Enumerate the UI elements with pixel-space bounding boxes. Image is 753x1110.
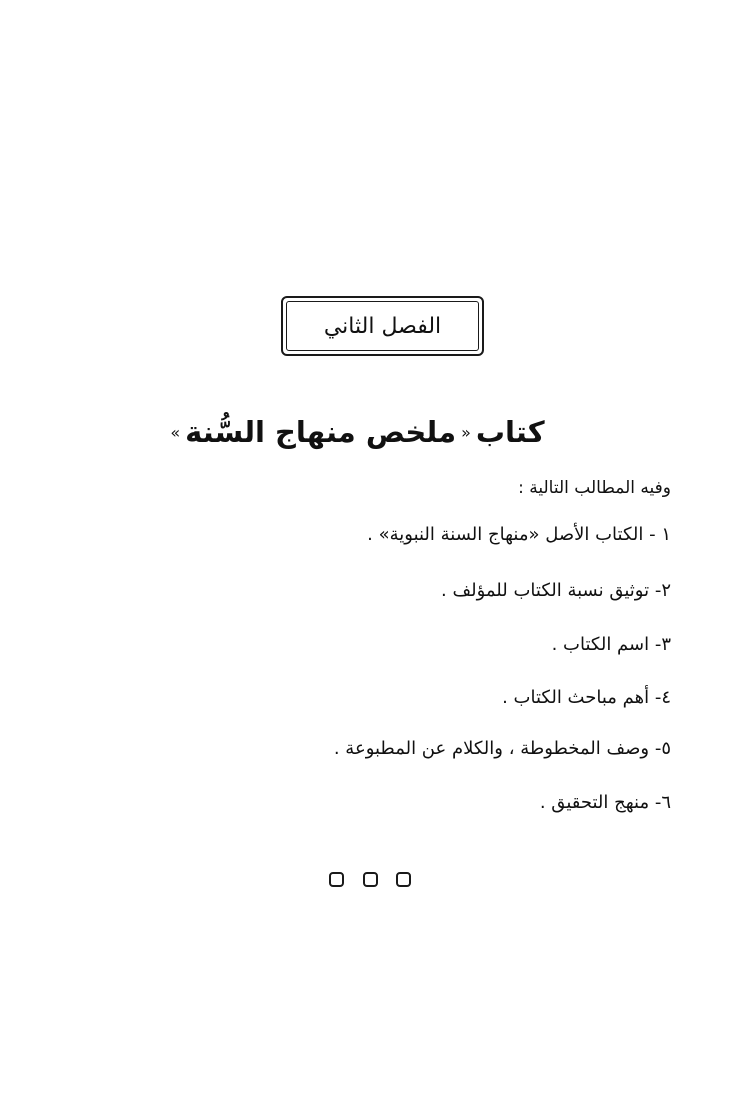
book-title-open-quote: « [461, 422, 471, 442]
topic-item-6: ٦- منهج التحقيق . [539, 792, 671, 813]
topic-item-5: ٥- وصف المخطوطة ، والكلام عن المطبوعة . [333, 738, 671, 759]
chapter-heading-box [281, 296, 484, 356]
topic-item-1: ١ - الكتاب الأصل «منهاج السنة النبوية» . [367, 524, 671, 545]
end-mark-square-icon [396, 872, 411, 887]
end-mark-square-icon [363, 872, 378, 887]
book-title-close-quote: » [170, 422, 181, 442]
topic-item-2: ٢- توثيق نسبة الكتاب للمؤلف . [441, 580, 671, 601]
topic-item-3: ٣- اسم الكتاب . [551, 634, 671, 655]
book-title [150, 405, 560, 459]
book-title-word: كتاب [475, 415, 545, 449]
chapter-title: الفصل الثاني [323, 313, 442, 339]
section-end-marks [329, 870, 411, 890]
chapter-heading-inner-frame [286, 301, 479, 351]
topic-item-4: ٤- أهم مباحث الكتاب . [502, 687, 671, 708]
book-title-name: ملخص منهاج السُّنة [185, 415, 457, 449]
end-mark-square-icon [329, 872, 344, 887]
topics-intro: وفيه المطالب التالية : [518, 478, 671, 498]
